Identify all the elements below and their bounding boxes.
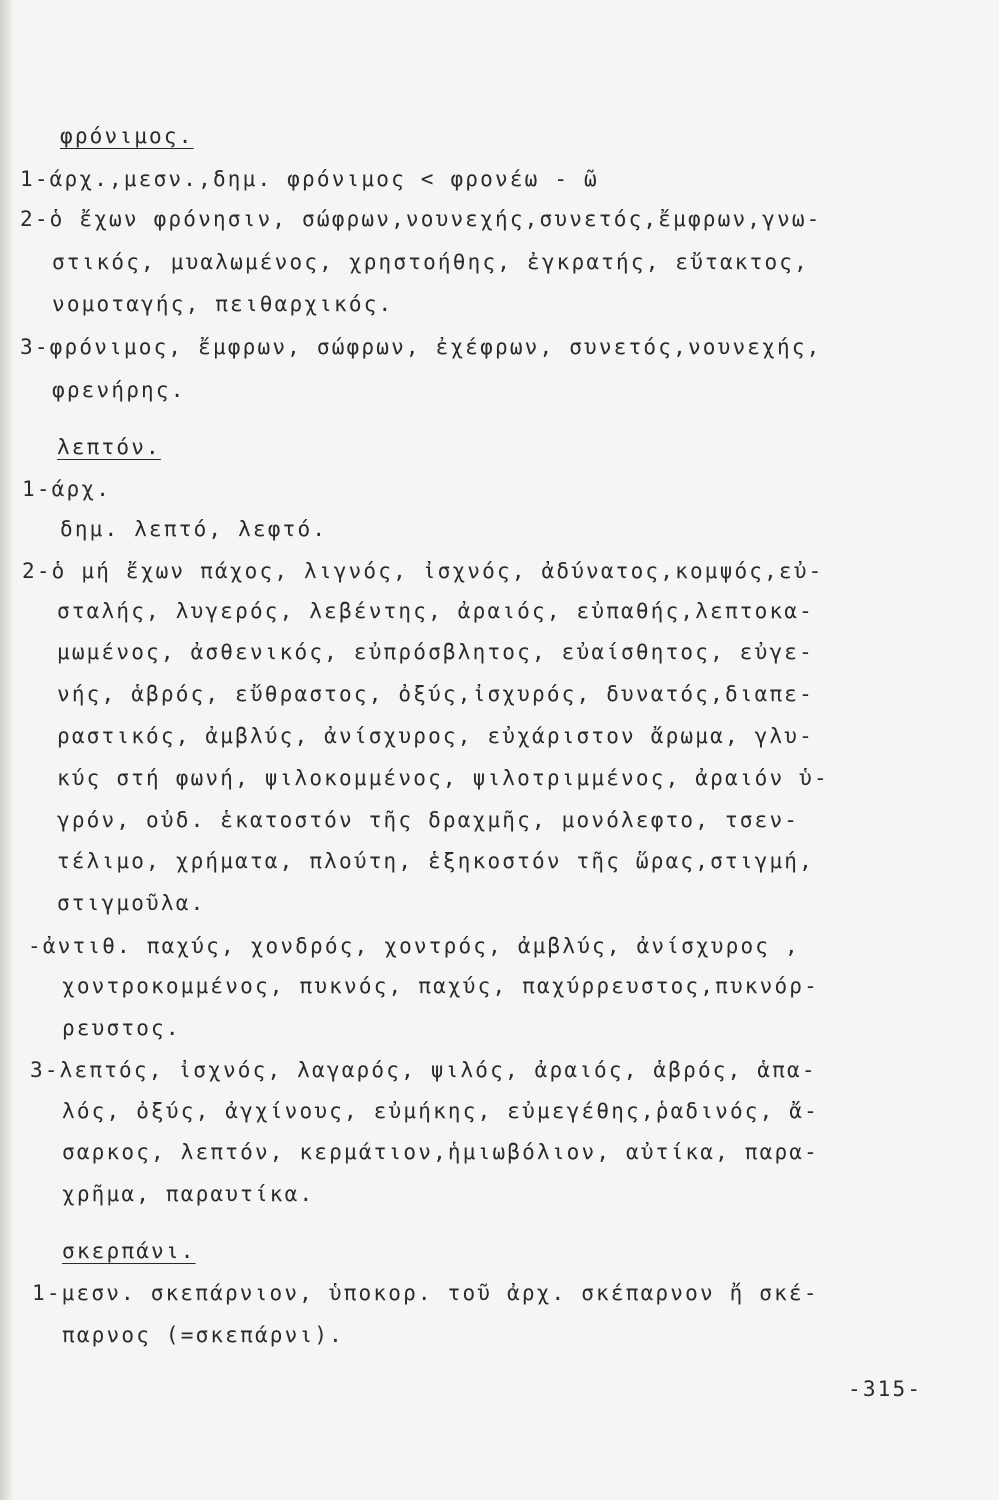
page-number: -315- xyxy=(848,1377,923,1401)
text-line: 2-ὁ ἔχων φρόνησιν, σώφρων,νουνεχής,συνετός,ἔμφρων,γνω- xyxy=(20,207,822,231)
text-line: 3-φρόνιμος, ἔμφρων, σώφρων, ἐχέφρων, συνετός,νουνεχής, xyxy=(20,335,822,359)
text-line: ραστικός, ἀμβλύς, ἀνίσχυρος, εὐχάριστον ἄρωμα, γλυ- xyxy=(57,724,814,748)
text-line: λός, ὀξύς, ἀγχίνους, εὐμήκης, εὐμεγέθης,ῥαδινός, ἄ- xyxy=(62,1099,819,1123)
text-line: νής, ἁβρός, εὔθραστος, ὀξύς,ἰσχυρός, δυνατός,διαπε- xyxy=(57,682,814,706)
text-line: μωμένος, ἀσθενικός, εὐπρόσβλητος, εὐαίσθητος, εὐγε- xyxy=(57,640,814,664)
text-line: 3-λεπτός, ἰσχνός, λαγαρός, ψιλός, ἀραιός, ἁβρός, ἁπα- xyxy=(30,1058,817,1082)
text-line: σταλής, λυγερός, λεβέντης, ἀραιός, εὐπαθής,λεπτοκα- xyxy=(57,599,814,623)
heading-fronimos: φρόνιμος. xyxy=(60,124,194,148)
text-line: 1-άρχ.,μεσν.,δημ. φρόνιμος < φρονέω - ῶ xyxy=(20,167,599,191)
heading-skerpani: σκερπάνι. xyxy=(62,1239,196,1263)
text-line: παρνος (=σκεπάρνι). xyxy=(62,1323,345,1347)
text-line: τέλιμο, χρήματα, πλούτη, ἑξηκοστόν τῆς ὥρας,στιγμή, xyxy=(57,849,814,873)
text-line: χρῆμα, παραυτίκα. xyxy=(62,1182,315,1206)
text-line: 2-ὁ μή ἔχων πάχος, λιγνός, ἰσχνός, ἀδύνατος,κομψός,εὐ- xyxy=(22,559,824,583)
text-line: κύς στή φωνή, ψιλοκομμένος, ψιλοτριμμένος, ἀραιόν ὑ- xyxy=(57,766,829,790)
text-line: νομοταγής, πειθαρχικός. xyxy=(52,292,394,316)
text-line: δημ. λεπτό, λεφτό. xyxy=(60,517,328,541)
text-line: χοντροκομμένος, πυκνός, παχύς, παχύρρευστος,πυκνόρ- xyxy=(62,974,819,998)
page-edge-shadow xyxy=(0,0,14,1500)
text-line: ρευστος. xyxy=(62,1016,181,1040)
text-line: 1-μεσν. σκεπάρνιον, ὑποκορ. τοῦ ἀρχ. σκέπαρνον ἤ σκέ- xyxy=(32,1281,819,1305)
text-line: φρενήρης. xyxy=(52,378,186,402)
text-line: σαρκος, λεπτόν, κερμάτιον,ἡμιωβόλιον, αὐτίκα, παρα- xyxy=(62,1140,819,1164)
text-line: 1-άρχ. xyxy=(22,477,112,501)
text-line: στικός, μυαλωμένος, χρηστοήθης, ἐγκρατής, εὔτακτος, xyxy=(52,250,809,274)
text-line: -ἀντιθ. παχύς, χονδρός, χοντρός, ἀμβλύς, ἀνίσχυρος , xyxy=(28,934,800,958)
text-line: στιγμοῦλα. xyxy=(57,891,206,915)
heading-lepton: λεπτόν. xyxy=(57,435,161,459)
text-line: γρόν, οὐδ. ἑκατοστόν τῆς δραχμῆς, μονόλεφτο, τσεν- xyxy=(57,808,800,832)
